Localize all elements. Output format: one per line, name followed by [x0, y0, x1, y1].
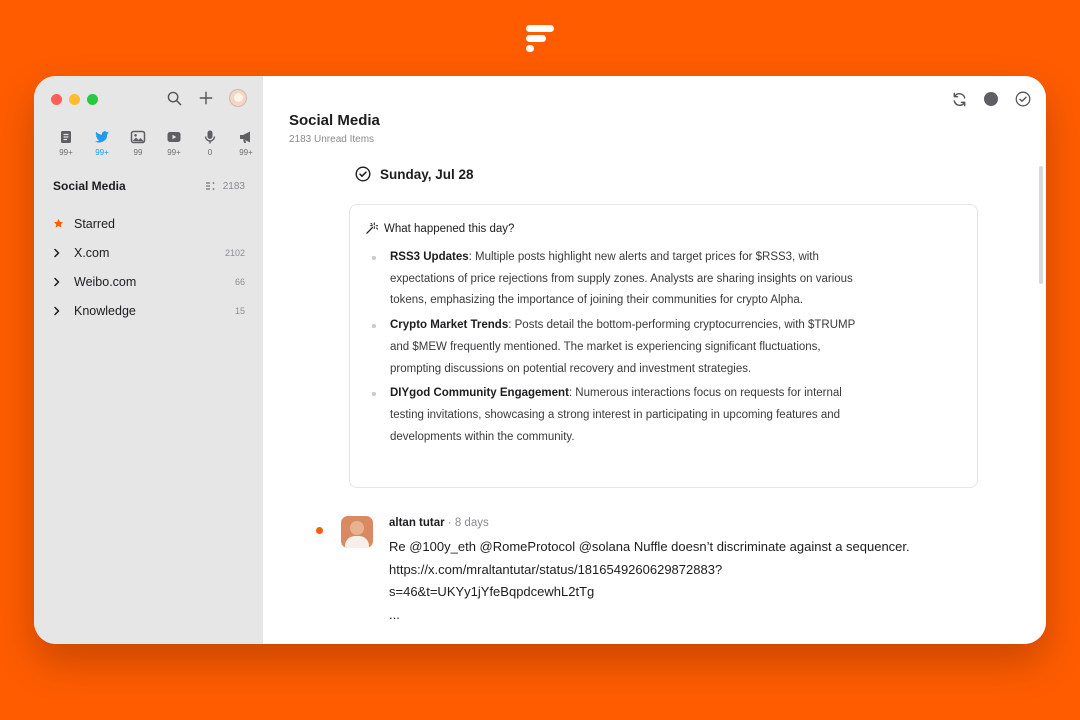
view-count: 99+	[167, 148, 181, 157]
entry-line: Re @100y_eth @RomeProtocol @solana Nuffle doesn’t discriminate against a sequencer.	[389, 539, 910, 554]
sidebar-title: Social Media	[53, 179, 126, 193]
plus-icon[interactable]	[197, 89, 215, 107]
refresh-icon	[951, 91, 968, 108]
unread-filter-button[interactable]	[982, 90, 1000, 108]
magic-wand-icon	[365, 222, 378, 235]
summary-item	[372, 315, 862, 380]
header-actions	[950, 90, 1032, 108]
minimize-window-button[interactable]	[69, 94, 80, 105]
view-notifications[interactable]	[228, 129, 264, 157]
summary-item-title: Crypto Market Trends	[390, 319, 509, 332]
scrollbar[interactable]	[1039, 166, 1043, 284]
star-icon	[53, 218, 64, 229]
sidebar-item-weibo[interactable]	[53, 267, 245, 296]
app-window	[34, 76, 1046, 644]
summary-list	[372, 247, 862, 451]
list-filter-icon[interactable]	[205, 180, 217, 192]
sidebar-item-label: Starred	[74, 216, 115, 231]
entry-line: ...	[389, 606, 400, 622]
unread-indicator	[316, 527, 323, 534]
summary-item	[372, 383, 862, 448]
feed-list	[53, 209, 245, 325]
page-title: Social Media	[289, 112, 380, 129]
sidebar-item-label: Weibo.com	[74, 274, 137, 289]
view-switcher	[48, 129, 264, 157]
folo-logo-icon	[522, 22, 558, 54]
view-count: 0	[207, 148, 213, 157]
view-pictures[interactable]	[120, 129, 156, 157]
check-circle-icon	[355, 166, 371, 182]
video-icon	[166, 129, 182, 145]
chevron-right-icon	[53, 306, 61, 316]
sidebar-total-count: 2183	[222, 180, 245, 192]
sidebar	[34, 76, 263, 644]
sidebar-item-label: X.com	[74, 245, 110, 260]
entry-time: 8 days	[454, 517, 489, 529]
entry-author[interactable]: altan tutar	[389, 517, 445, 529]
summary-heading	[365, 222, 514, 235]
summary-item-text: : Numerous interactions focus on requests for internal testing invitations, showcasing a strong interest in participating in upcoming features and developments within the community.	[390, 387, 842, 443]
chevron-right-icon	[53, 277, 61, 287]
summary-item-title: RSS3 Updates	[390, 251, 469, 263]
user-avatar[interactable]	[229, 89, 247, 107]
microphone-icon	[202, 129, 218, 145]
view-count: 99+	[239, 148, 253, 157]
entry-content	[389, 536, 979, 626]
view-count: 99+	[95, 148, 109, 157]
picture-icon	[130, 129, 146, 145]
entry-meta	[389, 517, 489, 529]
chevron-right-icon	[53, 248, 61, 258]
date-label: Sunday, Jul 28	[380, 166, 474, 182]
summary-item-text: : Multiple posts highlight new alerts and target prices for $RSS3, with expectations of price rejections from supply zones. Analysts are sharing insights on various tokens, emphasizing the importance of joining their communities for crypto Alpha.	[390, 251, 853, 307]
sidebar-header	[53, 179, 245, 193]
entry-separator: ·	[444, 517, 455, 529]
twitter-icon	[94, 129, 110, 145]
daily-summary-card	[349, 204, 978, 488]
author-avatar[interactable]	[341, 516, 373, 548]
entry-link[interactable]: s=46&t=UKYy1jYfeBqpdcewhL2tTg	[389, 584, 595, 599]
view-social-media[interactable]	[84, 129, 120, 157]
megaphone-icon	[238, 129, 254, 145]
summary-item-text: : Posts detail the bottom-performing cryptocurrencies, with $TRUMP and $MEW frequently mentioned. The market is experiencing significant fluctuations, prompting discussions on potential recovery and investment strategies.	[390, 319, 856, 375]
article-icon	[58, 129, 74, 145]
summary-item-title: DIYgod Community Engagement	[390, 387, 569, 400]
search-icon[interactable]	[165, 89, 183, 107]
summary-heading-label: What happened this day?	[384, 222, 515, 235]
view-videos[interactable]	[156, 129, 192, 157]
zoom-window-button[interactable]	[87, 94, 98, 105]
mark-all-read-button[interactable]	[1014, 90, 1032, 108]
view-articles[interactable]	[48, 129, 84, 157]
close-window-button[interactable]	[51, 94, 62, 105]
sidebar-item-x-com[interactable]	[53, 238, 245, 267]
date-header[interactable]	[355, 166, 474, 182]
circle-icon	[983, 91, 999, 107]
sidebar-item-knowledge[interactable]	[53, 296, 245, 325]
summary-item	[372, 247, 862, 312]
sidebar-item-count: 15	[234, 305, 245, 316]
view-audio[interactable]	[192, 129, 228, 157]
sidebar-item-label: Knowledge	[74, 303, 136, 318]
sidebar-item-starred[interactable]	[53, 209, 245, 238]
sidebar-item-count: 2102	[224, 247, 245, 258]
view-count: 99+	[59, 148, 73, 157]
entry-link[interactable]: https://x.com/mraltantutar/status/1816549260629872883?	[389, 561, 723, 577]
unread-count-subtitle: 2183 Unread Items	[289, 134, 375, 145]
sidebar-item-count: 66	[234, 276, 245, 287]
refresh-button[interactable]	[950, 90, 968, 108]
main-panel	[263, 76, 1046, 644]
window-controls	[51, 94, 98, 105]
sidebar-toolbar	[165, 89, 247, 107]
check-circle-icon	[1015, 91, 1031, 107]
view-count: 99	[133, 148, 143, 157]
